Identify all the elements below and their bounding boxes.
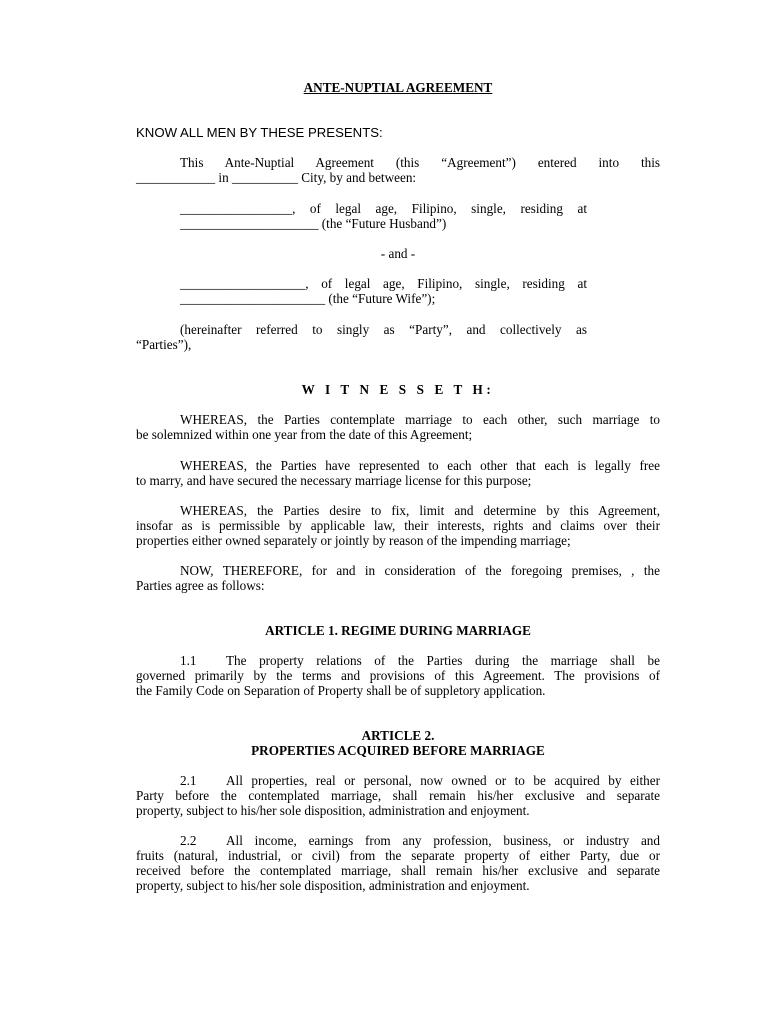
intro-line-2: ____________ in __________ City, by and between: [136,170,417,185]
section-number: 1.1 [180,653,197,668]
whereas-paragraph-1 [136,412,660,442]
article-2-2-line-3: received before the contemplated marriage, shall remain his/her exclusive and separate [136,863,660,878]
article-1-1-line-3: the Family Code on Separation of Property shall be of suppletory application. [136,683,546,698]
husband-line-1: _________________, of legal age, Filipino, single, residing at [180,201,587,216]
whereas-paragraph-3 [136,503,660,548]
whereas-2-line-2: to marry, and have secured the necessary marriage license for this purpose; [136,473,532,488]
wife-line-1: ___________________, of legal age, Filipino, single, residing at [180,276,587,291]
intro-line-1: This Ante-Nuptial Agreement (this “Agreement”) entered into this [180,155,660,170]
whereas-1-line-2: be solemnized within one year from the date of this Agreement; [136,427,473,442]
now-therefore-line-1: NOW, THEREFORE, for and in consideration of the foregoing premises, , the [180,563,660,578]
whereas-3-line-3: properties either owned separately or jointly by reason of the impending marriage; [136,533,571,548]
husband-paragraph [180,201,587,231]
article-2-2-line-2: fruits (natural, industrial, or civil) from the separate property of either Party, due or [136,848,660,863]
whereas-paragraph-2 [136,458,660,488]
article-2-2-line-1: 2.2 All income, earnings from any profession, business, or industry and [180,833,660,848]
wife-paragraph [180,276,587,306]
article-1-paragraph-1 [136,653,660,698]
article-1-heading: ARTICLE 1. REGIME DURING MARRIAGE [265,623,531,638]
now-therefore-paragraph [136,563,660,593]
hereinafter-paragraph [136,322,587,352]
whereas-1-line-1: WHEREAS, the Parties contemplate marriage to each other, such marriage to [180,412,660,427]
hereinafter-line-2: “Parties”), [136,337,192,352]
whereas-2-line-1: WHEREAS, the Parties have represented to each other that each is legally free [180,458,660,473]
witnesseth-heading: W I T N E S S E T H: [301,382,495,397]
section-number: 2.1 [180,773,197,788]
document-title: ANTE-NUPTIAL AGREEMENT [303,80,493,95]
article-1-1-line-1: 1.1 The property relations of the Parties during the marriage shall be [180,653,660,668]
article-2-1-line-1: 2.1 All properties, real or personal, now owned or to be acquired by either [180,773,660,788]
whereas-3-line-2: insofar as is permissible by applicable law, their interests, rights and claims over their [136,518,660,533]
article-2-1-line-3: property, subject to his/her sole disposition, administration and enjoyment. [136,803,530,818]
opening-line: KNOW ALL MEN BY THESE PRESENTS: [136,125,383,140]
article-2-1-line-2: Party before the contemplated marriage, shall remain his/her exclusive and separate [136,788,660,803]
whereas-3-line-1: WHEREAS, the Parties desire to fix, limit and determine by this Agreement, [180,503,660,518]
article-2-paragraph-2 [136,833,660,893]
now-therefore-line-2: Parties agree as follows: [136,578,265,593]
hereinafter-line-1: (hereinafter referred to singly as “Party”, and collectively as [180,322,587,337]
intro-paragraph [136,155,660,185]
article-2-heading-line-1: ARTICLE 2. [361,728,435,743]
husband-line-2: _____________________ (the “Future Husband”) [180,216,447,231]
article-2-paragraph-1 [136,773,660,818]
wife-line-2: ______________________ (the “Future Wife”); [180,291,436,306]
and-separator: - and - [380,246,416,261]
section-number: 2.2 [180,833,197,848]
article-2-2-line-4: property, subject to his/her sole disposition, administration and enjoyment. [136,878,530,893]
article-1-1-line-2: governed primarily by the terms and provisions of this Agreement. The provisions of [136,668,660,683]
article-2-heading-line-2: PROPERTIES ACQUIRED BEFORE MARRIAGE [251,743,545,758]
article-2-heading [0,728,768,758]
